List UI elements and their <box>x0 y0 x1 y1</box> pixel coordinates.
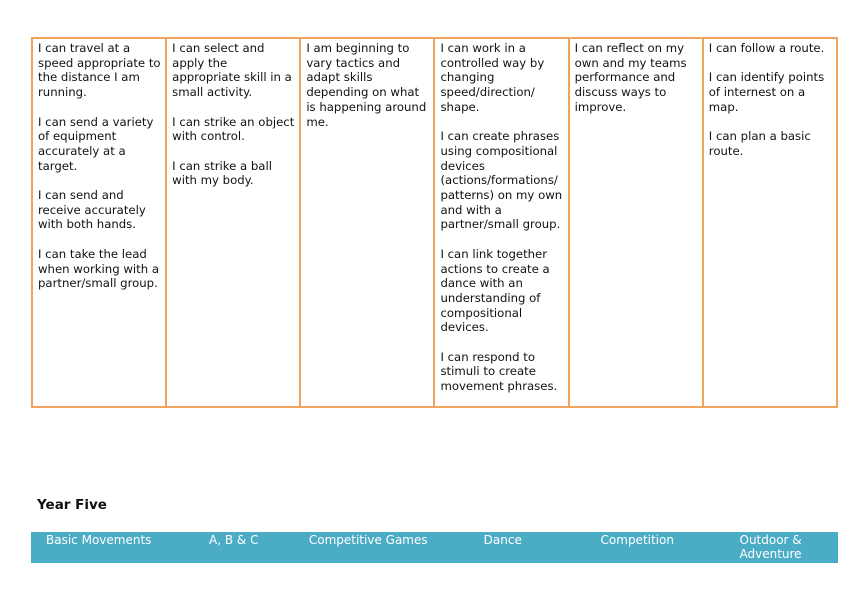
cell-paragraph: I can send and receive accurately with both hands. <box>38 188 146 232</box>
cell-paragraph: I can take the lead when working with a partner/small group. <box>38 246 160 291</box>
header-bar <box>31 532 838 563</box>
header-label-competition: Competition <box>600 533 674 547</box>
table-cell-competitive-games <box>300 38 434 407</box>
table-cell-outdoor-adventure <box>703 38 837 407</box>
cell-paragraph: I can select and apply the appropriate skill in a small activity. <box>172 41 292 100</box>
cell-paragraph: I can send a variety of equipment accurately at a target. <box>38 114 154 173</box>
cell-paragraph: I can reflect on my own and my teams performance and discuss ways to improve. <box>574 41 687 114</box>
table-cell-basic-movements <box>32 38 166 407</box>
header-label-competitive-games: Competitive Games <box>308 533 428 547</box>
header-label-dance: Dance <box>483 533 522 547</box>
table-row <box>32 38 837 407</box>
cell-paragraph: I can travel at a speed appropriate to the distance I am running. <box>38 41 161 100</box>
cell-paragraph: I can link together actions to create a dance with an understanding of compositional devices. <box>440 246 550 335</box>
table-cell-abc <box>166 38 300 407</box>
skills-table <box>31 37 838 408</box>
cell-paragraph: I can identify points of internest on a map. <box>708 70 825 114</box>
cell-paragraph: I can follow a route. <box>708 41 825 55</box>
header-label-outdoor-adventure: Outdoor & Adventure <box>739 533 802 561</box>
cell-paragraph: I can respond to stimuli to create movement phrases. <box>440 349 558 394</box>
table-cell-dance <box>434 38 568 407</box>
cell-paragraph: I can strike an object with control. <box>172 114 295 144</box>
cell-paragraph: I am beginning to vary tactics and adapt skills depending on what is happening around me. <box>306 41 427 129</box>
cell-paragraph: I can work in a controlled way by changing speed/direction/ shape. <box>440 41 545 114</box>
cell-paragraph: I can create phrases using compositional devices (actions/formations/ patterns) on my own and with a partner/small group. <box>440 129 563 232</box>
cell-paragraph: I can strike a ball with my body. <box>172 158 272 188</box>
cell-paragraph: I can plan a basic route. <box>708 129 811 158</box>
header-label-abc: A, B & C <box>209 533 259 547</box>
table-cell-competition <box>569 38 703 407</box>
header-label-basic-movements: Basic Movements <box>46 533 152 547</box>
section-heading: Year Five <box>37 497 107 513</box>
